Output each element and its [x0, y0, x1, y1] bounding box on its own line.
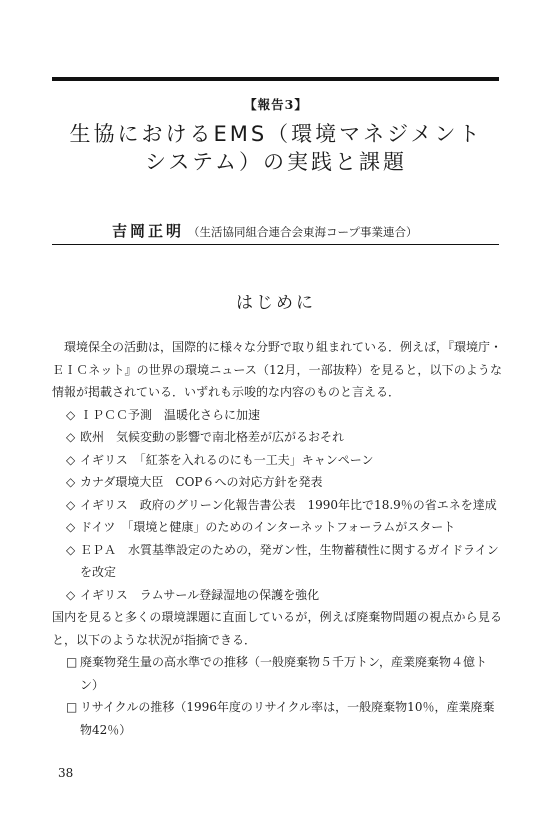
header-bottom-rule: [52, 244, 499, 245]
domestic-paragraph: 国内を見ると多くの環境課題に直面しているが，例えば廃棄物問題の視点から見ると，以下のような状況が指摘できる．: [52, 610, 502, 647]
list-item: ◇ ドイツ 「環境と健康」のためのインターネットフォーラムがスタート: [52, 516, 502, 539]
author-line: [112, 220, 417, 241]
top-rule: [52, 77, 499, 81]
list-item: ◇ ＩＰＣＣ予測 温暖化さらに加速: [52, 404, 502, 427]
diamond-marker: ◇: [66, 407, 76, 422]
title-line-1: 生協におけるEMS（環境マネジメント: [69, 122, 483, 146]
square-marker: □: [66, 700, 78, 714]
author-affiliation: （生活協同組合連合会東海コープ事業連合）: [188, 225, 418, 239]
author-name: 吉岡正明: [112, 222, 185, 240]
section-heading: はじめに: [236, 293, 316, 313]
title-line-2: システム）の実践と課題: [145, 150, 407, 174]
body-text: [52, 336, 502, 741]
report-label: 【報告3】: [244, 97, 308, 112]
list-item: ◇ カナダ環境大臣 COP６への対応方針を発表: [52, 471, 502, 494]
diamond-marker: ◇: [66, 520, 76, 534]
list-item: □ 廃棄物発生量の高水準での推移（一般廃棄物５千万トン，産業廃棄物４億トン）: [52, 651, 502, 696]
domestic-list: [52, 651, 502, 741]
square-marker: □: [66, 655, 78, 669]
diamond-marker: ◇: [66, 475, 76, 489]
list-item: ◇ イギリス 「紅茶を入れるのにも一工夫」キャンペーン: [52, 449, 502, 472]
world-news-list: [52, 404, 502, 607]
diamond-marker: ◇: [66, 452, 76, 467]
list-item: ◇ ＥＰＡ 水質基準設定のための，発ガン性，生物蓄積性に関するガイドラインを改定: [52, 539, 502, 584]
list-item: ◇ イギリス ラムサール登録湿地の保護を強化: [52, 584, 502, 607]
page-number: 38: [58, 766, 74, 780]
list-item: ◇ 欧州 気候変動の影響で南北格差が広がるおそれ: [52, 426, 502, 449]
diamond-marker: ◇: [66, 497, 76, 512]
diamond-marker: ◇: [66, 430, 76, 444]
intro-paragraph: 環境保全の活動は，国際的に様々な分野で取り組まれている．例えば，『環境庁・ＥＩＣネット』の世界の環境ニュース（12月，一部抜粋）を見ると，以下のような情報が掲載されている．いずれも示唆的な内容のものと言える．: [52, 340, 503, 399]
list-item: □ リサイクルの推移（1996年度のリサイクル率は，一般廃棄物10％，産業廃棄物42％）: [52, 696, 502, 741]
list-item: ◇ イギリス 政府のグリーン化報告書公表 1990年比で18.9％の省エネを達成: [52, 494, 502, 517]
diamond-marker: ◇: [66, 542, 76, 557]
diamond-marker: ◇: [66, 587, 76, 602]
